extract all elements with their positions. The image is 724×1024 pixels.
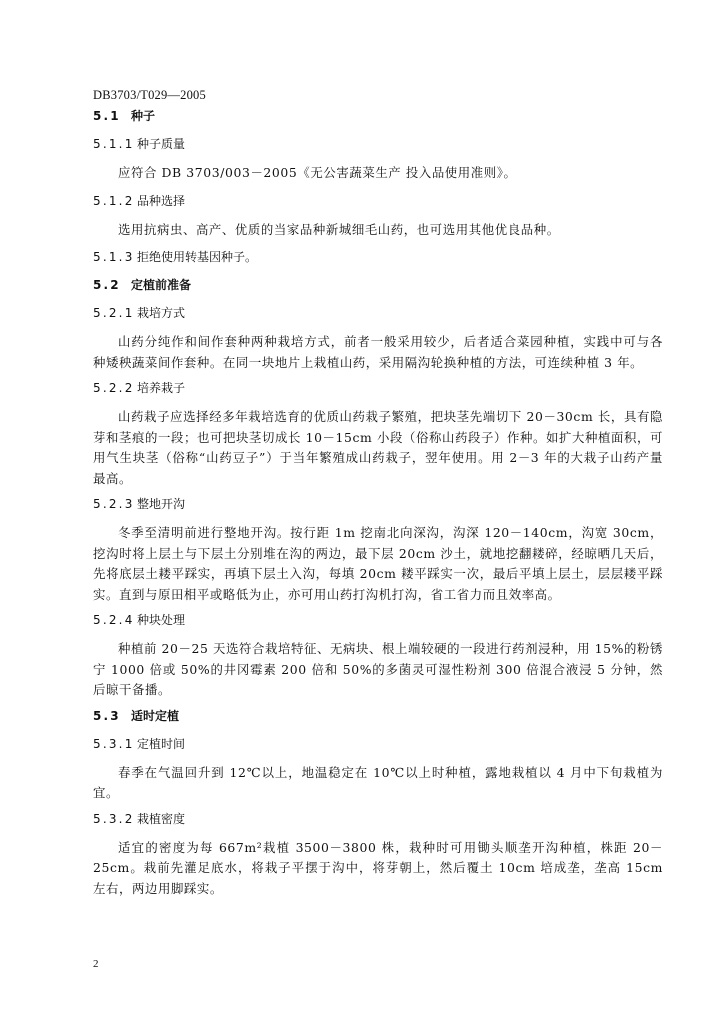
section-heading-5-2-2: [93, 379, 663, 397]
section-title: 定植时间: [137, 736, 186, 751]
section-number: 5.1.3: [93, 250, 135, 264]
section-number: 5.2.4: [93, 613, 135, 627]
page-number: 2: [93, 958, 99, 970]
section-number: 5.2.1: [93, 306, 135, 320]
paragraph: 山药栽子应选择经多年栽培选育的优质山药栽子繁殖，把块茎先端切下 20－30cm 长，具有隐芽和茎痕的一段；也可把块茎切成长 10－15cm 小段（俗称山药段子）作种。如扩大种植面积，可用气生块茎（俗称“山药豆子”）于当年繁殖成山药栽子，翌年使用。用 2－3 年的大栽子山药产量最高。: [93, 409, 663, 486]
paragraph: 应符合 DB 3703/003－2005《无公害蔬菜生产 投入品使用准则》。: [118, 165, 517, 180]
section-heading-5-1-1: [93, 135, 663, 153]
document-code: DB3703/T029—2005: [93, 88, 206, 102]
section-number: 5.3.2: [93, 811, 135, 826]
document-body: [93, 107, 663, 905]
paragraph: 适宜的密度为每 667m²栽植 3500－3800 株，栽种时可用锄头顺垄开沟种植，株距 20－25cm。栽前先灌足底水，将栽子平摆于沟中，将芽朝上，然后覆土 10cm 培成垄，垄高 15cm 左右，两边用脚踩实。: [93, 839, 663, 896]
section-title: 栽培方式: [137, 306, 186, 320]
section-heading-5-2: [93, 276, 663, 294]
section-number: 5.2: [93, 278, 121, 292]
section-title: 种子: [131, 109, 156, 123]
section-number: 5.1.2: [93, 193, 135, 208]
paragraph: 选用抗病虫、高产、优质的当家品种新城细毛山药，也可选用其他优良品种。: [118, 221, 560, 237]
section-title: 拒绝使用转基因种子。: [137, 250, 258, 264]
section-title: 种块处理: [137, 613, 186, 627]
section-number: 5.2.2: [93, 381, 135, 395]
paragraph: 种植前 20－25 天选符合栽培特征、无病块、根上端较硬的一段进行药剂浸种，用 15%的粉锈宁 1000 倍或 50%的井冈霉素 200 倍和 50%的多菌灵可湿性粉剂 300 倍混合液浸 5 分钟，然后晾干备播。: [93, 641, 663, 697]
section-heading-5-1-2: [93, 192, 663, 210]
section-number: 5.3: [93, 708, 121, 723]
section-heading-5-2-1: [93, 304, 663, 322]
section-number: 5.1.1: [93, 137, 135, 151]
section-title: 整地开沟: [137, 497, 186, 511]
section-number: 5.3.1: [93, 736, 135, 751]
section-heading-5-2-3: [93, 495, 663, 513]
section-heading-5-3: [93, 707, 663, 725]
section-number: 5.1: [93, 109, 121, 123]
section-title: 定植前准备: [131, 278, 192, 292]
section-heading-5-1: [93, 107, 663, 125]
paragraph: 冬季至清明前进行整地开沟。按行距 1m 挖南北向深沟，沟深 120－140cm，沟宽 30cm，挖沟时将上层土与下层土分别堆在沟的两边，最下层 20cm 沙土，就地挖翻耧碎，经晾晒几天后，先将底层土耧平踩实，再填下层土入沟，每填 20cm 耧平踩实一次，最后平填上层土，层层耧平踩实。直到与原田相平或略低为止，亦可用山药打沟机打沟，省工省力而且效率高。: [93, 525, 663, 602]
section-heading-5-1-3: [93, 248, 663, 266]
section-title: 品种选择: [137, 193, 186, 208]
section-title: 适时定植: [131, 708, 180, 723]
section-heading-5-2-4: [93, 611, 663, 629]
section-heading-5-3-1: [93, 735, 663, 753]
section-number: 5.2.3: [93, 497, 135, 511]
section-heading-5-3-2: [93, 810, 663, 828]
section-title: 种子质量: [137, 137, 186, 151]
section-title: 培养栽子: [137, 381, 186, 395]
paragraph: 山药分纯作和间作套种两种栽培方式，前者一般采用较少，后者适合菜园种植，实践中可与各种矮秧蔬菜间作套种。在同一块地片上栽植山药，采用隔沟轮换种植的方法，可连续种植 3 年。: [93, 334, 663, 370]
paragraph: 春季在气温回升到 12℃以上，地温稳定在 10℃以上时种植，露地栽植以 4 月中下旬栽植为宜。: [93, 764, 663, 800]
section-title: 栽植密度: [137, 811, 186, 826]
